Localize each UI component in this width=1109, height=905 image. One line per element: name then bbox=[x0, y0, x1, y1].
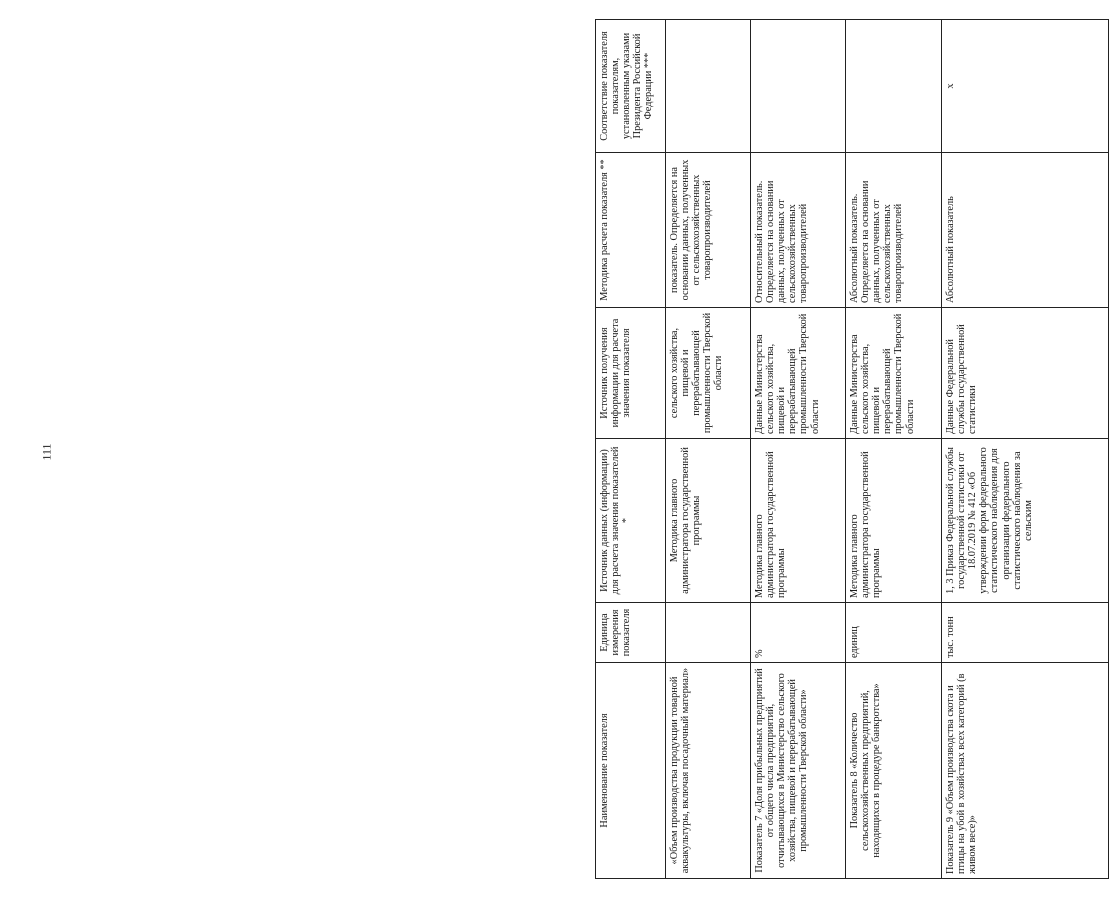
column-header: Соответствие показателя показателям, установленным указами Президента Российской Федерации *** bbox=[596, 20, 666, 153]
page-number: 111 bbox=[39, 443, 54, 461]
column-header: Единица измерения показателя bbox=[596, 603, 666, 663]
indicator-unit: тыс. тонн bbox=[942, 603, 1109, 663]
column-header: Методика расчета показателя ** bbox=[596, 153, 666, 308]
indicator-method: Относительный показатель. Определяется на основании данных, полученных от сельскохозяйственных товаропроизводителей bbox=[751, 153, 846, 308]
indicator-name: Показатель 9 «Объем производства скота и птицы на убой в хозяйствах всех категорий (в живом весе)» bbox=[942, 663, 1109, 879]
indicator-name: Показатель 8 «Количество сельскохозяйственных предприятий, находящихся в процедуре банкротства» bbox=[846, 663, 942, 879]
indicator-data-source: Методика главного администратора государственной программы bbox=[751, 439, 846, 603]
indicator-table bbox=[595, 19, 1109, 879]
column-header: Источник получения информации для расчета значения показателя bbox=[596, 308, 666, 439]
indicator-unit: % bbox=[751, 603, 846, 663]
indicator-unit: единиц bbox=[846, 603, 942, 663]
indicator-data-source: Методика главного администратора государственной программы bbox=[666, 439, 751, 603]
indicator-unit bbox=[666, 603, 751, 663]
indicator-decree bbox=[751, 20, 846, 153]
indicator-info-source: Данные Министерства сельского хозяйства, пищевой и перерабатывающей промышленности Тверской области bbox=[751, 308, 846, 439]
indicator-decree bbox=[846, 20, 942, 153]
column-header: Наименование показателя bbox=[596, 663, 666, 879]
indicator-info-source: Данные Федеральной службы государственной статистики bbox=[942, 308, 1109, 439]
indicator-method: показатель. Определяется на основании данных, полученных от сельскохозяйственных товаропроизводителей bbox=[666, 153, 751, 308]
table-row bbox=[942, 20, 1109, 879]
table-header-row bbox=[596, 20, 666, 879]
indicator-decree: х bbox=[942, 20, 1109, 153]
indicator-info-source: Данные Министерства сельского хозяйства, пищевой и перерабатывающей промышленности Тверской области bbox=[846, 308, 942, 439]
table-row bbox=[666, 20, 751, 879]
rotated-table-container bbox=[595, 20, 1109, 879]
indicator-data-source: 1, 3 Приказ Федеральной службы государственной статистики от 18.07.2019 № 412 «Об утверждении форм федерального статистического наблюдения для организации федерального статистического наблюдения за сельским bbox=[942, 439, 1109, 603]
column-header: Источник данных (информации) для расчета значения показателей * bbox=[596, 439, 666, 603]
indicator-name: «Объем производства продукции товарной аквакультуры, включая посадочный материал» bbox=[666, 663, 751, 879]
indicator-decree bbox=[666, 20, 751, 153]
indicator-method: Абсолютный показатель. Определяется на основании данных, полученных от сельскохозяйственных товаропроизводителей bbox=[846, 153, 942, 308]
indicator-data-source: Методика главного администратора государственной программы bbox=[846, 439, 942, 603]
table-row bbox=[751, 20, 846, 879]
indicator-info-source: сельского хозяйства, пищевой и перерабатывающей промышленности Тверской области bbox=[666, 308, 751, 439]
table-row bbox=[846, 20, 942, 879]
indicator-name: Показатель 7 «Доля прибыльных предприятий от общего числа предприятий, отчитывающихся в Министерство сельского хозяйства, пищевой и перерабатывающей промышленности Тверской области» bbox=[751, 663, 846, 879]
indicator-method: Абсолютный показатель bbox=[942, 153, 1109, 308]
